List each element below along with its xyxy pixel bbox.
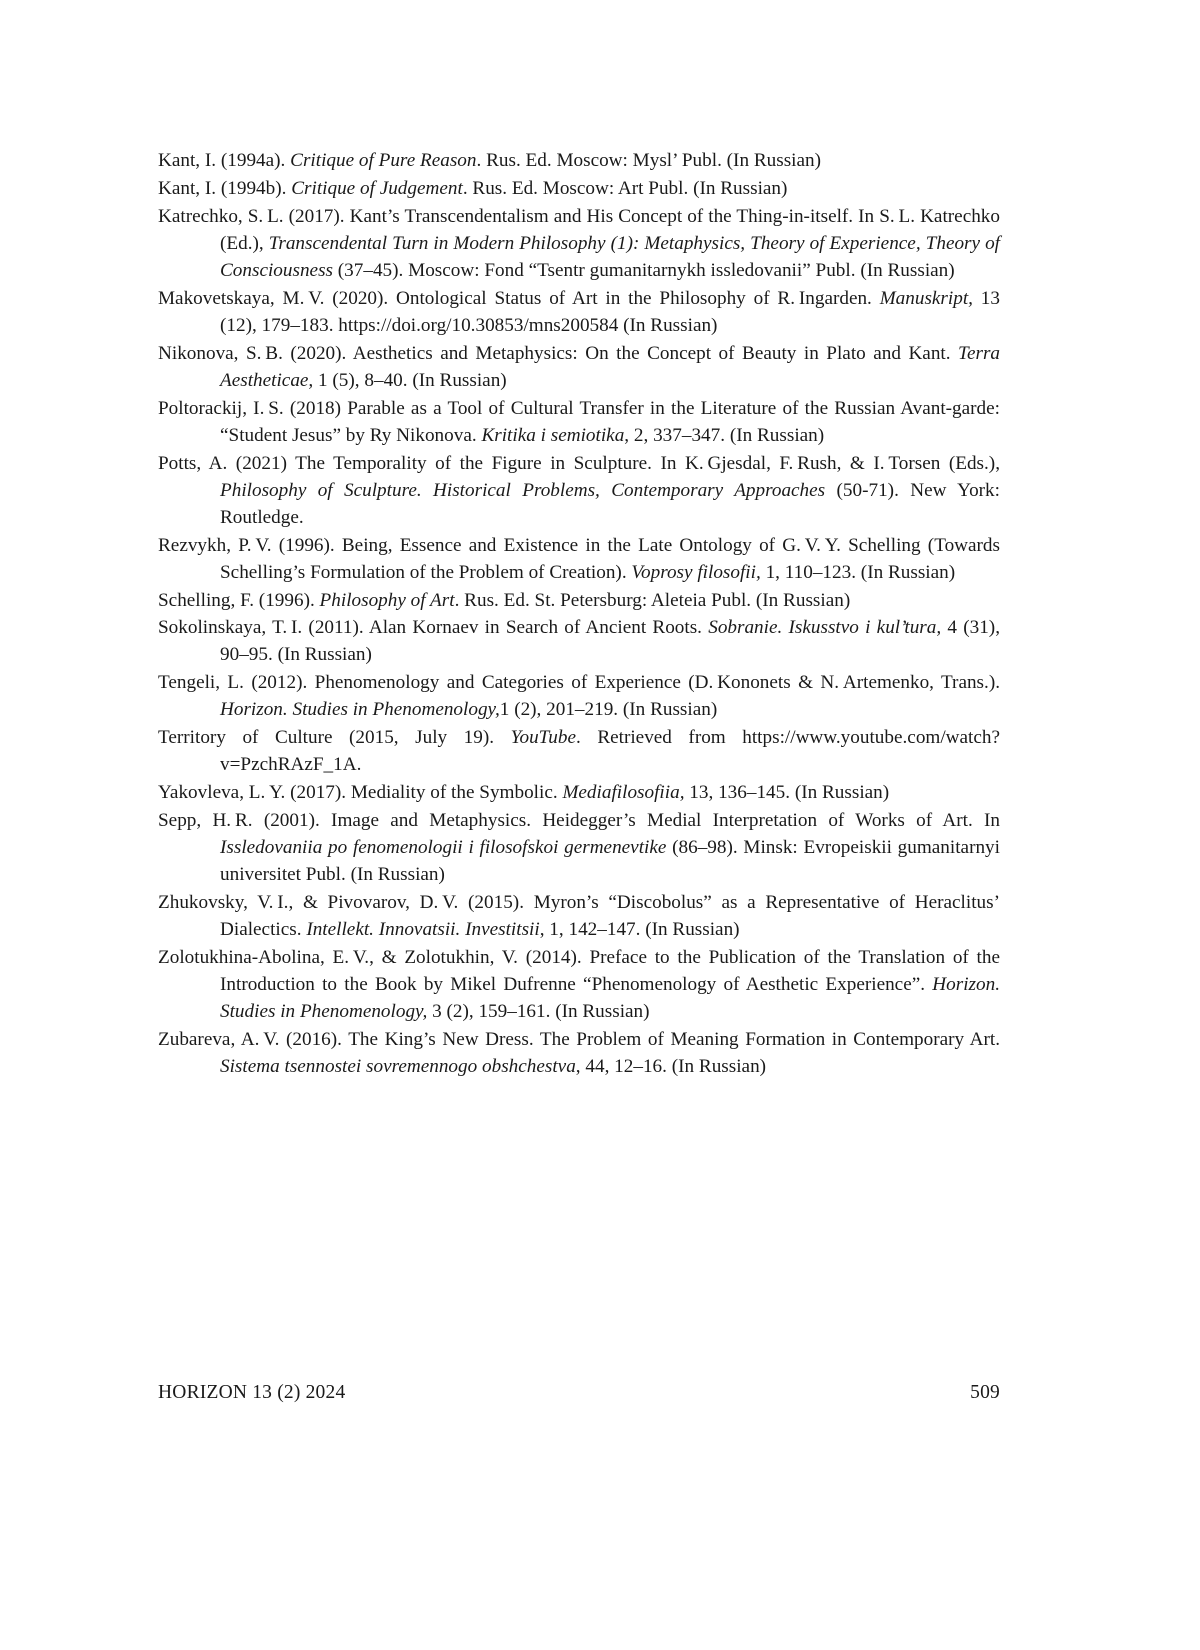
reference-entry: Katrechko, S. L. (2017). Kant’s Transcendentalism and His Concept of the Thing-in-itself. In S. L. Katrechko (Ed.), Transcendental Turn in Modern Philosophy (1): Metaphysics, Theory of Experience, Theory of Consciousness (37–45). Moscow: Fond “Tsentr gumanitarnykh issledovanii” Publ. (In Russian) — [158, 205, 1001, 281]
reference-entry: Yakovleva, L. Y. (2017). Mediality of the Symbolic. Mediafilosofiia, 13, 136–145. (In Russian) — [158, 782, 890, 804]
reference-entry: Poltorackij, I. S. (2018) Parable as a Tool of Cultural Transfer in the Literature of the Russian Avant-garde: “Student Jesus” by Ry Nikonova. Kritika i semiotika, 2, 337–347. (In Russian) — [158, 397, 1000, 446]
reference-entry: Nikonova, S. B. (2020). Aesthetics and Metaphysics: On the Concept of Beauty in Plato and Kant. Terra Aestheticae, 1 (5), 8–40. (In Russian) — [158, 342, 1000, 391]
journal-issue-label: HORIZON 13 (2) 2024 — [158, 1382, 346, 1403]
reference-entry: Zubareva, A. V. (2016). The King’s New Dress. The Problem of Meaning Formation in Contemporary Art. Sistema tsennostei sovremennogo obshchestva, 44, 12–16. (In Russian) — [158, 1029, 1000, 1077]
reference-entry: Kant, I. (1994b). Critique of Judgement. Rus. Ed. Moscow: Art Publ. (In Russian) — [158, 177, 788, 199]
reference-list — [158, 148, 1000, 1082]
reference-entry: Rezvykh, P. V. (1996). Being, Essence and Existence in the Late Ontology of G. V. Y. Schelling (Towards Schelling’s Formulation of the Problem of Creation). Voprosy filosofii, 1, 110–123. (In Russian) — [158, 534, 1000, 583]
reference-entry: Schelling, F. (1996). Philosophy of Art. Rus. Ed. St. Petersburg: Aleteia Publ. (In Russian) — [158, 589, 851, 611]
reference-entry: Kant, I. (1994a). Critique of Pure Reason. Rus. Ed. Moscow: Mysl’ Publ. (In Russian) — [158, 150, 821, 171]
reference-entry: Sokolinskaya, T. I. (2011). Alan Kornaev in Search of Ancient Roots. Sobranie. Iskusstvo i kul’tura, 4 (31), 90–95. (In Russian) — [158, 617, 1000, 666]
reference-entry: Tengeli, L. (2012). Phenomenology and Categories of Experience (D. Kononets & N. Artemenko, Trans.). Horizon. Studies in Phenomenology,1 (2), 201–219. (In Russian) — [158, 672, 1000, 721]
page-number: 509 — [970, 1382, 1000, 1403]
reference-entry: Zolotukhina-Abolina, E. V., & Zolotukhin, V. (2014). Preface to the Publication of the Translation of the Introduction to the Book by Mikel Dufrenne “Phenomenology of Aesthetic Experience”. Horizon. Studies in Phenomenology, 3 (2), 159–161. (In Russian) — [158, 947, 1000, 1023]
reference-entry: Sepp, H. R. (2001). Image and Metaphysics. Heidegger’s Medial Interpretation of Works of Art. In Issledovaniia po fenomenologii i filosofskoi germenevtike (86–98). Minsk: Evropeiskii gumanitarnyi universitet Publ. (In Russian) — [158, 810, 1000, 886]
reference-entry: Territory of Culture (2015, July 19). YouTube. Retrieved from https://www.youtube.com/watch?v=PzchRAzF_1A. — [158, 727, 1000, 776]
reference-entry: Zhukovsky, V. I., & Pivovarov, D. V. (2015). Myron’s “Discobolus” as a Representative of Heraclitus’ Dialectics. Intellekt. Innovatsii. Investitsii, 1, 142–147. (In Russian) — [158, 892, 1000, 941]
reference-entry: Potts, A. (2021) The Temporality of the Figure in Sculpture. In K. Gjesdal, F. Rush, & I. Torsen (Eds.), Philosophy of Sculpture. Historical Problems, Contemporary Approaches (50-71). New York: Routledge. — [158, 452, 1000, 528]
reference-entry: Makovetskaya, M. V. (2020). Ontological Status of Art in the Philosophy of R. Ingarden. Manuskript, 13 (12), 179–183. https://doi.org/10.30853/mns200584 (In Russian) — [158, 287, 1000, 336]
page-footer — [158, 1382, 1000, 1404]
